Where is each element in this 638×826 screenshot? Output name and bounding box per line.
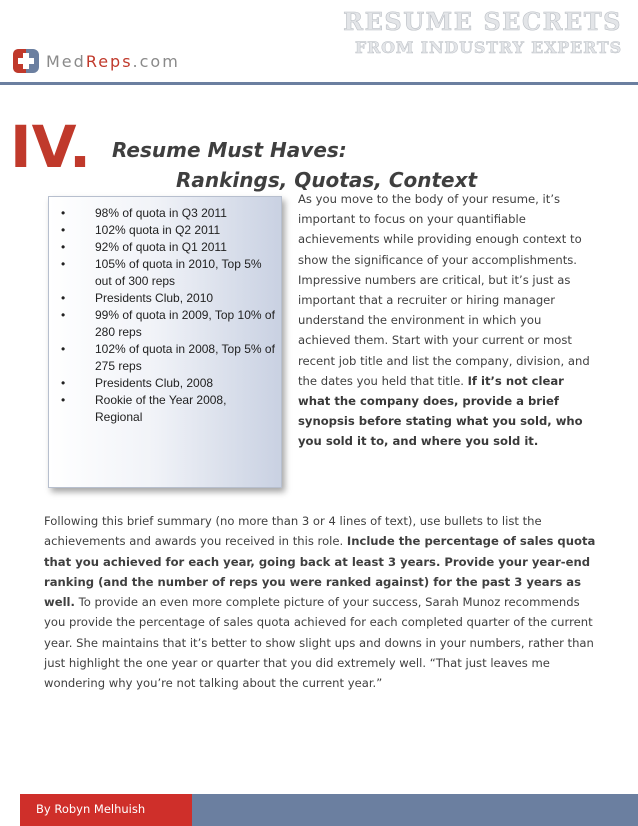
brand-line-1: RESUME SECRETS: [343, 7, 622, 36]
medreps-logo[interactable]: [12, 48, 180, 74]
logo-accent: Reps: [85, 51, 133, 71]
achievement-item: • 98% of quota in Q3 2011: [49, 205, 281, 222]
header-divider: [0, 82, 638, 85]
author-byline: By Robyn Melhuish: [36, 802, 146, 816]
achievement-item: • 102% of quota in 2008, Top 5% of 275 reps: [49, 341, 281, 375]
section-title-line-1: Resume Must Haves:: [112, 138, 347, 162]
achievement-item: • Rookie of the Year 2008, Regional: [49, 392, 281, 426]
achievement-item: • 99% of quota in 2009, Top 10% of 280 reps: [49, 307, 281, 341]
footer-bar: [20, 794, 638, 826]
series-brand: [343, 7, 622, 57]
logo-wordmark: [46, 52, 180, 71]
footer-stripe: [192, 794, 638, 826]
achievement-item: • 102% quota in Q2 2011: [49, 222, 281, 239]
achievements-callout-box: [48, 196, 282, 488]
medical-cross-icon: [12, 48, 40, 74]
brand-line-2: FROM INDUSTRY EXPERTS: [354, 38, 622, 57]
achievements-list: [49, 205, 281, 426]
paragraph-bold-text: Include the percentage of sales quota that you achieved for each year, going back at least 3 years. Provide your year-end ranking (and the number of reps you were ranked against) for the past 3 years as well.: [44, 534, 596, 610]
achievement-item: • 105% of quota in 2010, Top 5% out of 300 reps: [49, 256, 281, 290]
achievement-item: • Presidents Club, 2010: [49, 290, 281, 307]
section-title-line-2: Rankings, Quotas, Context: [176, 168, 478, 192]
intro-bold-text: If it’s not clear what the company does, provide a brief synopsis before stating what you sold, who you sold it to, and where you sold it.: [298, 373, 583, 449]
footer-author-block: [20, 794, 192, 826]
achievement-item: • 92% of quota in Q1 2011: [49, 239, 281, 256]
logo-suffix: .com: [132, 51, 180, 71]
body-paragraph: [44, 511, 599, 694]
intro-text: As you move to the body of your resume, it’s important to focus on your quantifiable achievements while providing enough context to show the significance of your accomplishments. Impressive numbers are critical, but it’s just as important that a recruiter or hiring manager understand the environment in which you achieved them. Start with your current or most recent job title and list the company, division, and the dates you held that title.: [298, 192, 590, 388]
paragraph-text-1: Following this brief summary (no more than 3 or 4 lines of text), use bullets to list the achievements and awards you received in this role.: [44, 514, 542, 549]
section-numeral: IV.: [10, 113, 92, 181]
logo-prefix: Med: [46, 51, 86, 71]
achievement-item: • Presidents Club, 2008: [49, 375, 281, 392]
paragraph-text-2: To provide an even more complete picture of your success, Sarah Munoz recommends you provide the percentage of sales quota achieved for each completed quarter of the current year. She maintains that it’s better to show slight ups and downs in your numbers, rather than just highlight the one year or quarter that you did extremely well. “That just leaves me wondering why you’re not talking about the current year.”: [44, 595, 594, 691]
intro-column-text: [298, 189, 594, 452]
